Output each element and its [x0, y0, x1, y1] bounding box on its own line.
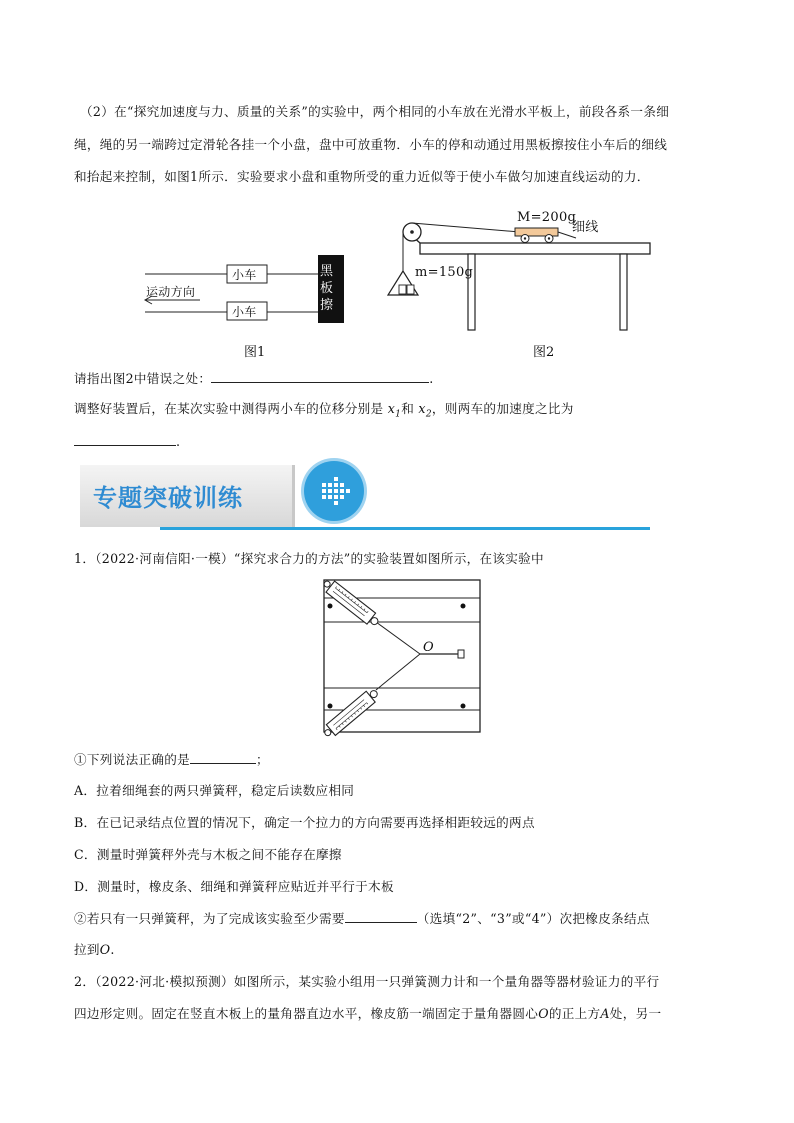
- q2-line-2c: 处，另一: [609, 1006, 662, 1021]
- q1-sub2-blank[interactable]: [345, 909, 417, 923]
- q1-sub1-blank[interactable]: [190, 750, 256, 764]
- q2-line-2-o: O: [538, 1006, 549, 1021]
- fig2-mass-m: m=150g: [415, 265, 474, 280]
- q1-sub2-prefix: ②若只有一只弹簧秤，为了完成该实验至少需要: [74, 911, 345, 926]
- q1-sub2-line2: [74, 940, 115, 959]
- q-ratio-line: [74, 399, 574, 425]
- q1-sub1-prefix: ①下列说法正确的是: [74, 752, 191, 767]
- q1-sub1: [74, 750, 269, 769]
- fig2-caption: 图2: [533, 345, 555, 360]
- q1-option-a: A．拉着细绳套的两只弹簧秤，稳定后读数应相同: [74, 783, 355, 798]
- rubber-band-end: [458, 650, 464, 658]
- fig1-car-top-label: 小车: [232, 268, 257, 282]
- q1-option-d: D．测量时，橡皮条、细绳和弹簧秤应贴近并平行于木板: [74, 879, 394, 894]
- q1-sub1-suffix: ；: [256, 752, 269, 767]
- q-ratio-x1: $x_1$: [387, 401, 402, 420]
- q-error-prefix: 请指出图2中错误之处：: [74, 371, 212, 386]
- q-ratio-prefix: 调整好装置后，在某次实验中测得两小车的位移分别是: [74, 401, 384, 416]
- fig1-eraser-char-1: 黑: [320, 264, 334, 279]
- table-top: [420, 243, 650, 254]
- q1-figure-point-O: O: [423, 640, 434, 655]
- q1-stem: 1．（2022·河南信阳·一模）“探究求合力的方法”的实验装置如图所示，在该实验中: [74, 551, 544, 566]
- q-error-blank[interactable]: [211, 369, 429, 383]
- fig1-caption: 图1: [244, 345, 266, 360]
- q2-line-2: [74, 1004, 661, 1023]
- section-banner-underline: [160, 527, 650, 530]
- q-ratio-x2: $x_2$: [418, 401, 432, 420]
- fig1-direction-label: 运动方向: [146, 285, 196, 299]
- q-ratio-and: 和: [401, 401, 415, 416]
- q-ratio-end: .: [176, 434, 181, 449]
- q1-sub2-line2-prefix: 拉到: [74, 942, 100, 957]
- q2-line-2-A: A: [600, 1006, 610, 1021]
- fig1-eraser-char-3: 擦: [320, 298, 334, 313]
- intro-line-2: 绳，绳的另一端跨过定滑轮各挂一个小盘，盘中可放重物．小车的停和动通过用黑板擦按住小车后的细线: [74, 137, 668, 152]
- q-error-line: [74, 369, 434, 388]
- q1-option-b: B．在已记录结点位置的情况下，确定一个拉力的方向需要再选择相距较远的两点: [74, 815, 535, 830]
- fig1-car-bottom-label: 小车: [232, 305, 257, 319]
- q-ratio-answer-line: [74, 432, 180, 451]
- q1-option-c: C．测量时弹簧秤外壳与木板之间不能存在摩擦: [74, 847, 342, 862]
- dot-arrow-icon: [304, 461, 364, 521]
- section-banner-title: 专题突破训练: [93, 484, 243, 512]
- q-ratio-blank[interactable]: [74, 432, 176, 446]
- q1-figure: [318, 576, 488, 741]
- section-banner-badge: [304, 461, 364, 521]
- fig2-mass-M: M=200g: [517, 210, 577, 225]
- fig2-string-label: 细线: [572, 220, 599, 235]
- q2-line-1: 2．（2022·河北·模拟预测）如图所示，某实验小组用一只弹簧测力计和一个量角器等器材验证力的平行: [74, 974, 660, 989]
- q1-sub2: [74, 909, 650, 928]
- fig1-eraser-char-2: 板: [320, 281, 334, 296]
- q2-line-2a: 四边形定则。固定在竖直木板上的量角器直边水平，橡皮筋一端固定于量角器圆心: [74, 1006, 539, 1021]
- q1-sub2-suffix: （选填“2”、“3”或“4”）次把橡皮条结点: [416, 911, 650, 926]
- q2-line-2b: 的正上方: [548, 1006, 601, 1021]
- intro-line-3: 和抬起来控制，如图1所示．实验要求小盘和重物所受的重力近似等于使小车做匀加速直线运动的力．: [74, 169, 650, 184]
- intro-line-1: （2）在“探究加速度与力、质量的关系”的实验中，两个相同的小车放在光滑水平板上，前段各系一条细: [80, 104, 670, 119]
- q-ratio-suffix: ，则两车的加速度之比为: [431, 401, 574, 416]
- q-error-suffix: .: [429, 371, 434, 386]
- q1-sub2-line2-o: O: [99, 942, 111, 957]
- q1-sub2-line2-end: .: [110, 942, 115, 957]
